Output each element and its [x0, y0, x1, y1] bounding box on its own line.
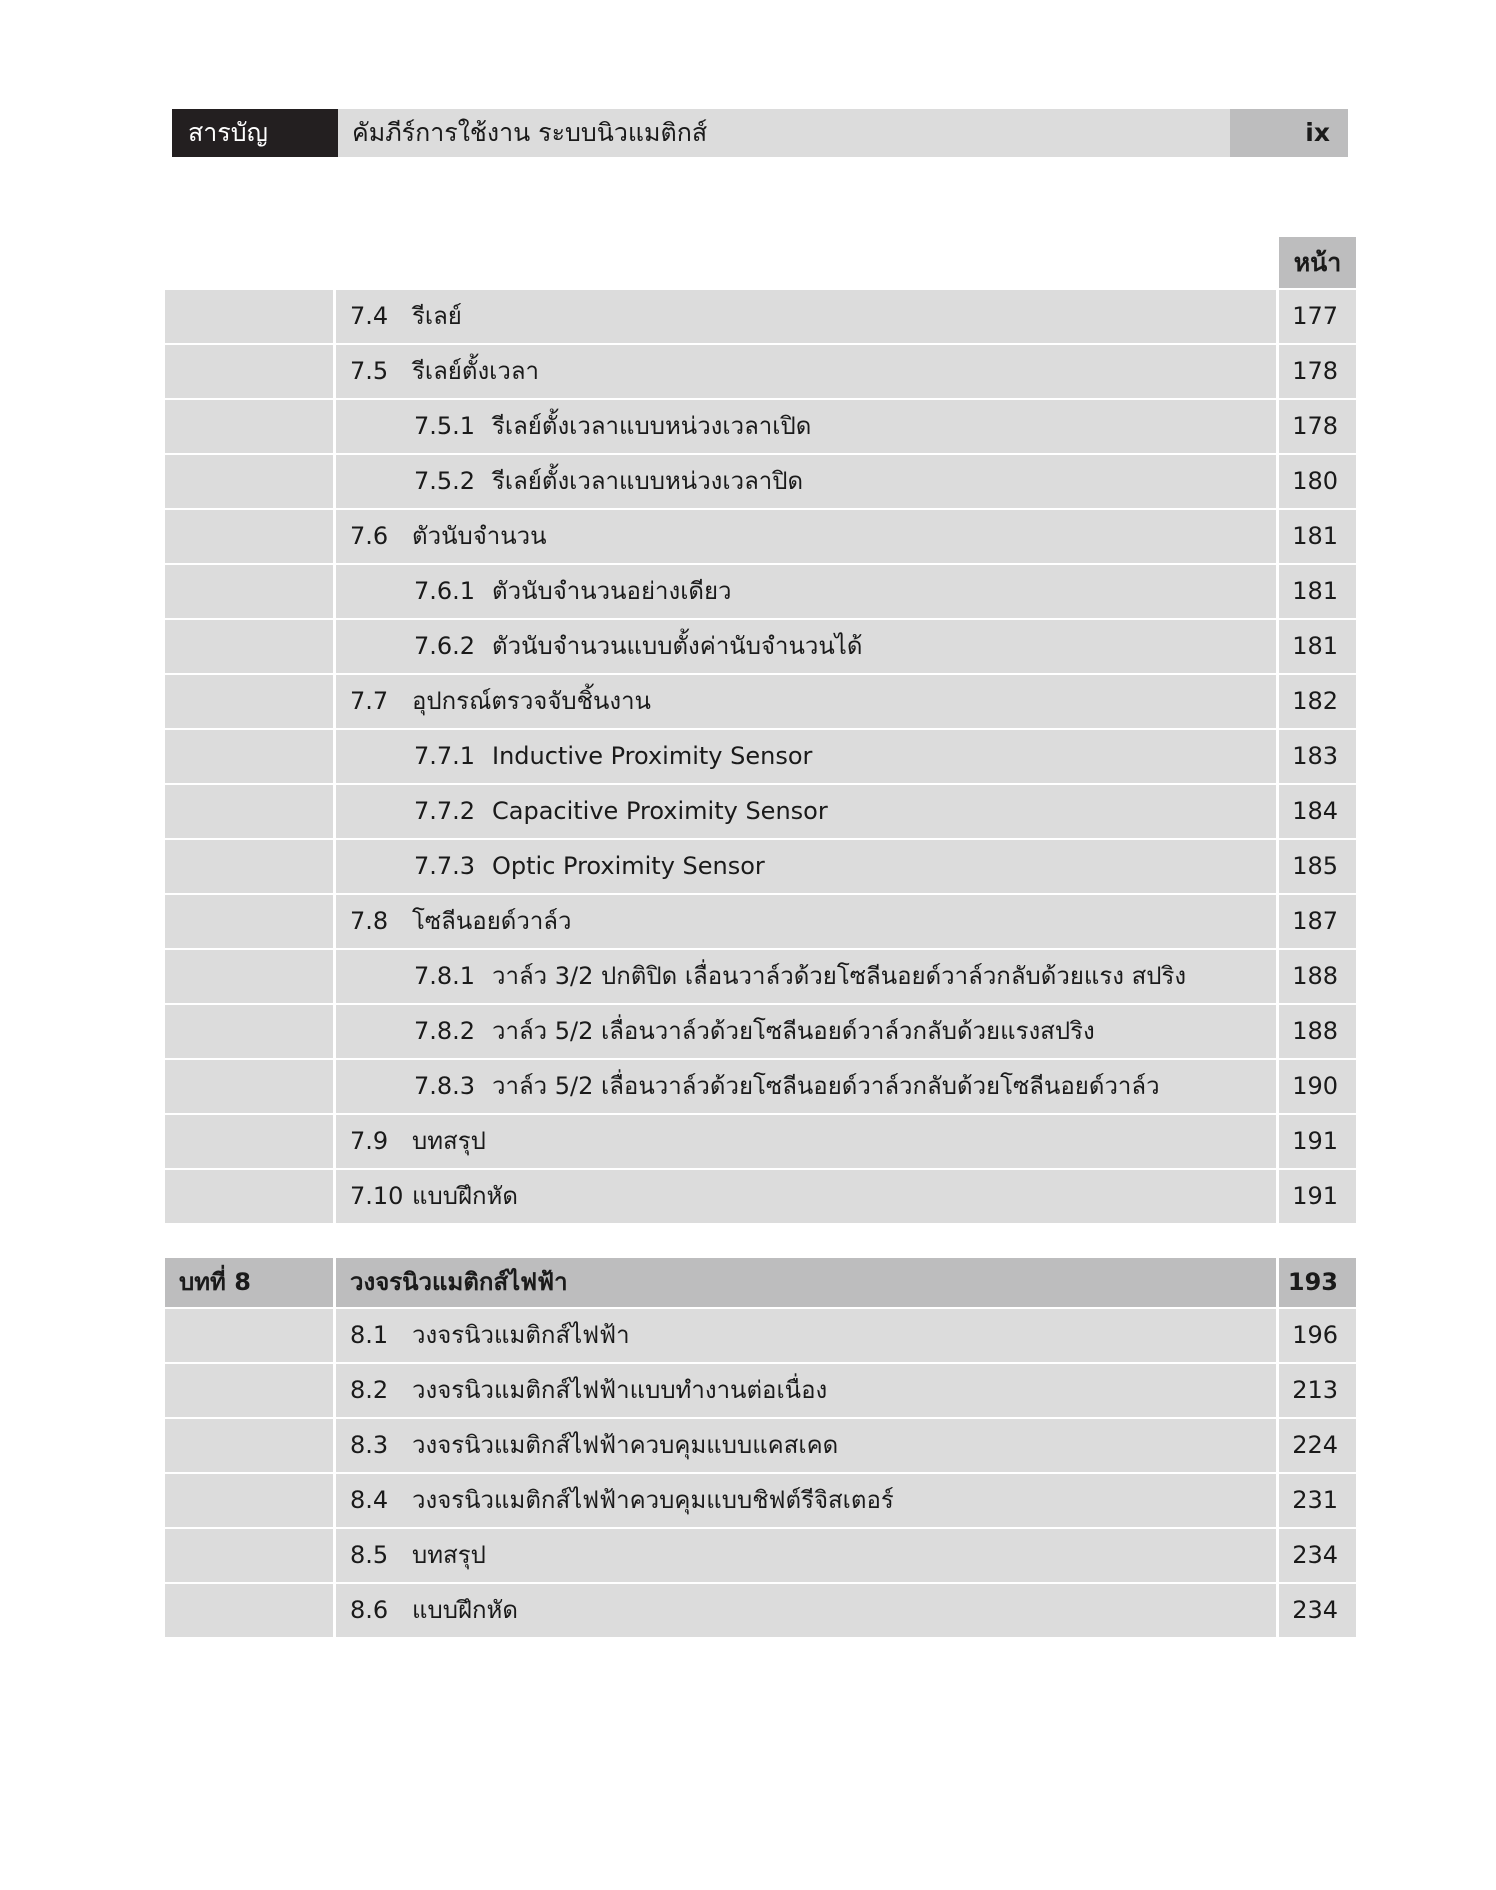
toc-page-number: 184 — [1279, 785, 1356, 838]
toc-entry-title: รีเลย์ตั้งเวลา — [412, 357, 540, 385]
chapter-page-number: 193 — [1279, 1258, 1356, 1307]
toc-page-number: 182 — [1279, 675, 1356, 728]
toc-entry-number: 8.5 — [350, 1541, 389, 1569]
toc-row[interactable] — [165, 1474, 1356, 1527]
toc-entry — [336, 345, 1276, 398]
header-section-label: สารบัญ — [172, 109, 338, 157]
toc-entry-number: 7.5.1 — [414, 412, 476, 440]
toc-entry — [336, 675, 1276, 728]
toc-row[interactable] — [165, 1005, 1356, 1058]
toc-page-number: 188 — [1279, 950, 1356, 1003]
toc-entry — [336, 1474, 1276, 1527]
toc-page-number: 190 — [1279, 1060, 1356, 1113]
toc-entry-number: 7.7 — [350, 687, 389, 715]
toc-left-cell — [165, 290, 333, 343]
running-header — [172, 109, 1348, 157]
toc-page-number: 213 — [1279, 1364, 1356, 1417]
toc-entry-number: 7.10 — [350, 1182, 404, 1210]
toc-left-cell — [165, 1584, 333, 1637]
toc-entry — [336, 950, 1276, 1003]
toc-page-number: 187 — [1279, 895, 1356, 948]
toc-entry-number: 7.6.2 — [414, 632, 476, 660]
toc-entry-title: รีเลย์ — [412, 302, 462, 330]
toc-row[interactable] — [165, 1309, 1356, 1362]
toc-row[interactable] — [165, 290, 1356, 343]
toc-entry-number: 8.1 — [350, 1321, 389, 1349]
toc-entry — [336, 400, 1276, 453]
chapter-label: บทที่ 8 — [165, 1258, 333, 1307]
toc-entry-number: 7.8.2 — [414, 1017, 476, 1045]
toc-entry — [336, 1170, 1276, 1223]
toc-row[interactable] — [165, 345, 1356, 398]
toc-page-number: 188 — [1279, 1005, 1356, 1058]
toc-entry — [336, 620, 1276, 673]
toc-entry-number: 7.9 — [350, 1127, 389, 1155]
toc-entry-title: วาล์ว 5/2 เลื่อนวาล์วด้วยโซลีนอยด์วาล์วกลับด้วยแรงสปริง — [492, 1017, 1095, 1045]
toc-entry-number: 8.2 — [350, 1376, 389, 1404]
toc-page-number: 177 — [1279, 290, 1356, 343]
toc-left-cell — [165, 730, 333, 783]
chapter-title: วงจรนิวแมติกส์ไฟฟ้า — [336, 1258, 1276, 1307]
toc-entry — [336, 785, 1276, 838]
toc-entry-title: แบบฝึกหัด — [412, 1596, 518, 1624]
toc-page-number: 196 — [1279, 1309, 1356, 1362]
toc-entry-number: 7.5 — [350, 357, 389, 385]
toc-entry — [336, 840, 1276, 893]
toc-page-number: 185 — [1279, 840, 1356, 893]
toc-row[interactable] — [165, 565, 1356, 618]
toc-row[interactable] — [165, 400, 1356, 453]
toc-entry — [336, 1419, 1276, 1472]
toc-page-number: 183 — [1279, 730, 1356, 783]
toc-entry-number: 7.6 — [350, 522, 389, 550]
toc-entry — [336, 1115, 1276, 1168]
toc-row[interactable] — [165, 620, 1356, 673]
toc-row[interactable] — [165, 455, 1356, 508]
toc-row[interactable] — [165, 1115, 1356, 1168]
toc-entry-title: รีเลย์ตั้งเวลาแบบหน่วงเวลาปิด — [492, 467, 804, 495]
toc-entry-number: 7.7.3 — [414, 852, 476, 880]
toc-entry-title: ตัวนับจำนวนแบบตั้งค่านับจำนวนได้ — [492, 632, 863, 660]
toc-entry-title: วาล์ว 5/2 เลื่อนวาล์วด้วยโซลีนอยด์วาล์วกลับด้วยโซลีนอยด์วาล์ว — [492, 1072, 1160, 1100]
toc-entry-number: 7.6.1 — [414, 577, 476, 605]
toc-page-number: 231 — [1279, 1474, 1356, 1527]
toc-entry-title: อุปกรณ์ตรวจจับชิ้นงาน — [412, 687, 651, 715]
toc-row[interactable] — [165, 1584, 1356, 1637]
toc-left-cell — [165, 950, 333, 1003]
toc-entry — [336, 1364, 1276, 1417]
toc-row[interactable] — [165, 1060, 1356, 1113]
toc-left-cell — [165, 345, 333, 398]
toc-entry-title: Capacitive Proximity Sensor — [492, 797, 828, 825]
toc-page-number: 181 — [1279, 620, 1356, 673]
toc-block-chapter-7 — [165, 290, 1356, 1225]
toc-page-number: 224 — [1279, 1419, 1356, 1472]
toc-left-cell — [165, 1474, 333, 1527]
toc-row[interactable] — [165, 840, 1356, 893]
toc-page-number: 178 — [1279, 345, 1356, 398]
header-book-title: คัมภีร์การใช้งาน ระบบนิวแมติกส์ — [338, 109, 1230, 157]
toc-left-cell — [165, 620, 333, 673]
toc-entry-title: วงจรนิวแมติกส์ไฟฟ้าควบคุมแบบแคสเคด — [412, 1431, 839, 1459]
toc-left-cell — [165, 1060, 333, 1113]
toc-entry-number: 7.4 — [350, 302, 389, 330]
toc-left-cell — [165, 1419, 333, 1472]
toc-entry-title: บทสรุป — [412, 1541, 486, 1569]
page-column-heading: หน้า — [1279, 237, 1356, 288]
toc-page-number: 178 — [1279, 400, 1356, 453]
toc-left-cell — [165, 1309, 333, 1362]
toc-entry-title: รีเลย์ตั้งเวลาแบบหน่วงเวลาเปิด — [492, 412, 812, 440]
toc-entry — [336, 455, 1276, 508]
toc-entry — [336, 290, 1276, 343]
toc-entry — [336, 1309, 1276, 1362]
toc-entry-title: วงจรนิวแมติกส์ไฟฟ้า — [412, 1321, 630, 1349]
toc-entry-number: 7.7.2 — [414, 797, 476, 825]
header-page-number: ix — [1230, 109, 1348, 157]
toc-entry-number: 8.6 — [350, 1596, 389, 1624]
toc-left-cell — [165, 785, 333, 838]
toc-left-cell — [165, 510, 333, 563]
toc-left-cell — [165, 1115, 333, 1168]
toc-row[interactable] — [165, 1419, 1356, 1472]
toc-page-number: 181 — [1279, 510, 1356, 563]
toc-left-cell — [165, 455, 333, 508]
toc-left-cell — [165, 840, 333, 893]
toc-row[interactable] — [165, 730, 1356, 783]
toc-row[interactable] — [165, 675, 1356, 728]
toc-entry-number: 8.4 — [350, 1486, 389, 1514]
toc-block-chapter-8 — [165, 1258, 1356, 1639]
chapter-heading-row[interactable] — [165, 1258, 1356, 1307]
toc-entry-title: แบบฝึกหัด — [412, 1182, 518, 1210]
toc-page-number: 234 — [1279, 1584, 1356, 1637]
toc-row[interactable] — [165, 1529, 1356, 1582]
toc-entry-number: 7.7.1 — [414, 742, 476, 770]
toc-entry-title: ตัวนับจำนวนอย่างเดียว — [492, 577, 732, 605]
toc-left-cell — [165, 400, 333, 453]
toc-entry-number: 7.8 — [350, 907, 389, 935]
toc-page-number: 234 — [1279, 1529, 1356, 1582]
toc-row[interactable] — [165, 950, 1356, 1003]
toc-entry — [336, 1005, 1276, 1058]
toc-left-cell — [165, 1170, 333, 1223]
toc-row[interactable] — [165, 895, 1356, 948]
toc-entry — [336, 1060, 1276, 1113]
toc-entry — [336, 565, 1276, 618]
toc-row[interactable] — [165, 1364, 1356, 1417]
toc-left-cell — [165, 675, 333, 728]
toc-entry-number: 7.8.3 — [414, 1072, 476, 1100]
toc-entry-title: Optic Proximity Sensor — [492, 852, 765, 880]
toc-left-cell — [165, 895, 333, 948]
toc-entry-title: บทสรุป — [412, 1127, 486, 1155]
toc-page-number: 181 — [1279, 565, 1356, 618]
toc-left-cell — [165, 565, 333, 618]
toc-entry-title: Inductive Proximity Sensor — [492, 742, 813, 770]
toc-row[interactable] — [165, 1170, 1356, 1223]
toc-entry-title: วาล์ว 3/2 ปกติปิด เลื่อนวาล์วด้วยโซลีนอยด์วาล์วกลับด้วยแรง สปริง — [492, 962, 1187, 990]
toc-left-cell — [165, 1005, 333, 1058]
toc-entry — [336, 1529, 1276, 1582]
toc-left-cell — [165, 1529, 333, 1582]
toc-entry — [336, 895, 1276, 948]
toc-entry-title: วงจรนิวแมติกส์ไฟฟ้าแบบทำงานต่อเนื่อง — [412, 1376, 828, 1404]
toc-entry-number: 8.3 — [350, 1431, 389, 1459]
toc-entry — [336, 1584, 1276, 1637]
toc-entry-title: วงจรนิวแมติกส์ไฟฟ้าควบคุมแบบชิฟต์รีจิสเตอร์ — [412, 1486, 894, 1514]
toc-page-number: 191 — [1279, 1170, 1356, 1223]
toc-page-number: 191 — [1279, 1115, 1356, 1168]
toc-row[interactable] — [165, 510, 1356, 563]
toc-entry-number: 7.8.1 — [414, 962, 476, 990]
toc-entry-title: โซลีนอยด์วาล์ว — [412, 907, 572, 935]
toc-entry-title: ตัวนับจำนวน — [412, 522, 547, 550]
toc-left-cell — [165, 1364, 333, 1417]
toc-page-number: 180 — [1279, 455, 1356, 508]
toc-row[interactable] — [165, 785, 1356, 838]
toc-entry — [336, 730, 1276, 783]
toc-entry — [336, 510, 1276, 563]
toc-entry-number: 7.5.2 — [414, 467, 476, 495]
